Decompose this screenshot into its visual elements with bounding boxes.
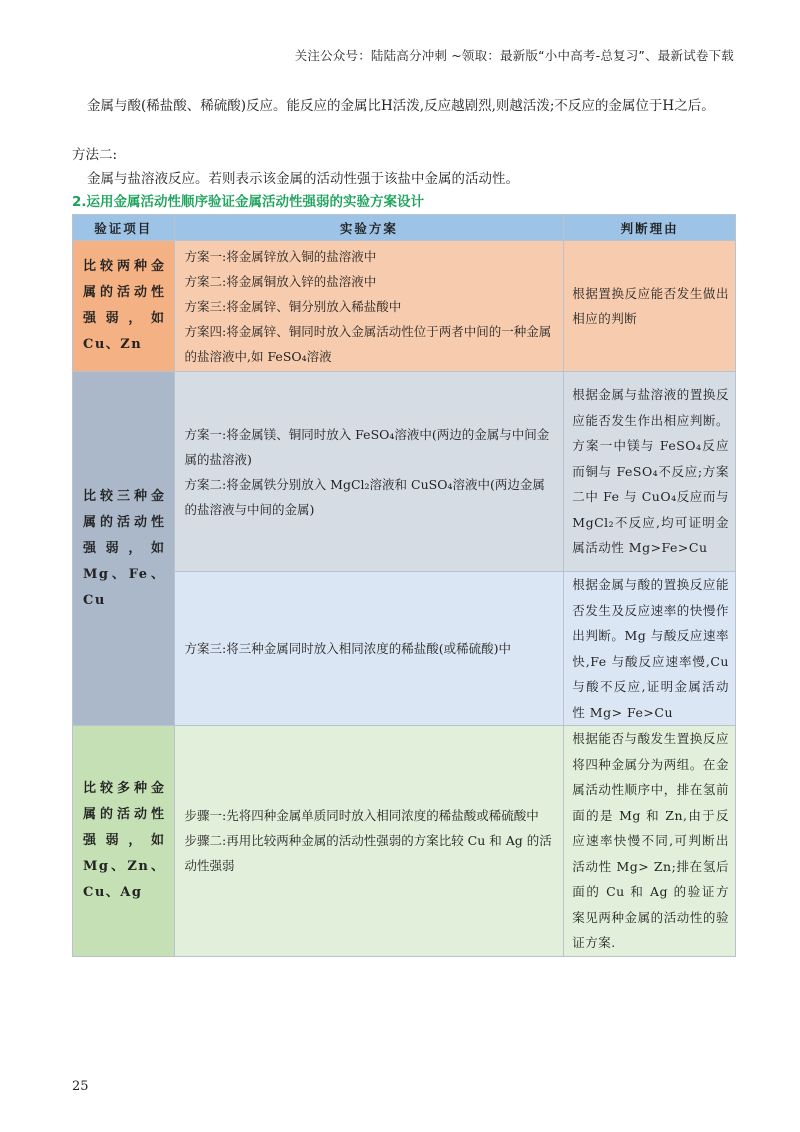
header-experiment-plan: 实验方案	[174, 215, 564, 241]
table-header-row	[73, 215, 736, 241]
table-row-two-metals	[73, 241, 736, 372]
plan-item: 方案一:将金属锌放入铜的盐溶液中	[184, 248, 377, 264]
plan-item: 方案一:将金属镁、铜同时放入 FeSO₄溶液中(两边的金属与中间金属的盐溶液)	[184, 426, 550, 467]
plan-item: 方案二:将金属铜放入锌的盐溶液中	[184, 273, 377, 289]
experiment-design-table	[72, 214, 736, 957]
table-row-three-metals	[73, 372, 736, 572]
plans-three-metals-salt	[174, 372, 564, 572]
reason-three-metals-acid: 根据金属与酸的置换反应能否发生及反应速率的快慢作出判断。Mg 与酸反应速率快,Fe 与酸反应速率慢,Cu 与酸不反应,证明金属活动性 Mg> Fe>Cu	[564, 572, 736, 726]
header-verify-item: 验证项目	[73, 215, 175, 241]
row-label-three-metals: 比较三种金属的活动性强弱，如 Mg、Fe、 Cu	[73, 372, 175, 726]
reason-multiple-metals: 根据能否与酸发生置换反应将四种金属分为两组。在金属活动性顺序中，排在氢前面的是 Mg 和 Zn,由于反应速率快慢不同,可判断出活动性 Mg> Zn;排在氢后面的 Cu 和 Ag 的验证方案见两种金属的活动性的验证方案.	[564, 726, 736, 957]
paragraph-method-two-heading: 方法二:	[72, 147, 118, 163]
row-label-multiple-metals: 比较多种金属的活动性强弱，如 Mg、Zn、 Cu、Ag	[73, 726, 175, 957]
plan-item: 方案二:将金属铁分别放入 MgCl₂溶液和 CuSO₄溶液中(两边金属的盐溶液与中间的金属)	[184, 476, 545, 517]
reason-three-metals-salt: 根据金属与盐溶液的置换反应能否发生作出相应判断。方案一中镁与 FeSO₄反应而铜与 FeSO₄不反应;方案二中 Fe 与 CuO₄反应而与 MgCl₂不反应,均可证明金属活动性 Mg>Fe>Cu	[564, 372, 736, 572]
page-number: 25	[72, 1079, 89, 1094]
plan-item: 步骤一:先将四种金属单质同时放入相同浓度的稀盐酸或稀硫酸中	[184, 808, 539, 824]
plan-item: 方案三:将金属锌、铜分别放入稀盐酸中	[184, 298, 402, 314]
plans-three-metals-acid: 方案三:将三种金属同时放入相同浓度的稀盐酸(或稀硫酸)中	[174, 572, 564, 726]
row-label-two-metals: 比较两种金属的活动性强弱，如 Cu、Zn	[73, 241, 175, 372]
plans-multiple-metals	[174, 726, 564, 957]
paragraph-salt-method: 金属与盐溶液反应。若则表示该金属的活动性强于该盐中金属的活动性。	[87, 171, 519, 187]
reason-two-metals: 根据置换反应能否发生做出相应的判断	[564, 241, 736, 372]
section-title: 2.运用金属活动性顺序验证金属活动性强弱的实验方案设计	[72, 194, 425, 210]
plans-two-metals	[174, 241, 564, 372]
paragraph-acid-method: 金属与酸(稀盐酸、稀硫酸)反应。能反应的金属比H活泼,反应越剧烈,则越活泼;不反应的金属位于H之后。	[87, 98, 715, 114]
header-reason: 判断理由	[564, 215, 736, 241]
page-header: 关注公众号：陆陆高分冲刺 ~领取：最新版“小中高考-总复习”、最新试卷下载	[294, 48, 734, 63]
plan-item: 步骤二:再用比较两种金属的活动性强弱的方案比较 Cu 和 Ag 的活动性强弱	[184, 833, 552, 874]
plan-item: 方案四:将金属锌、铜同时放入金属活动性位于两者中间的一种金属的盐溶液中,如 FeSO₄溶液	[184, 323, 552, 364]
table-row-multiple-metals	[73, 726, 736, 957]
